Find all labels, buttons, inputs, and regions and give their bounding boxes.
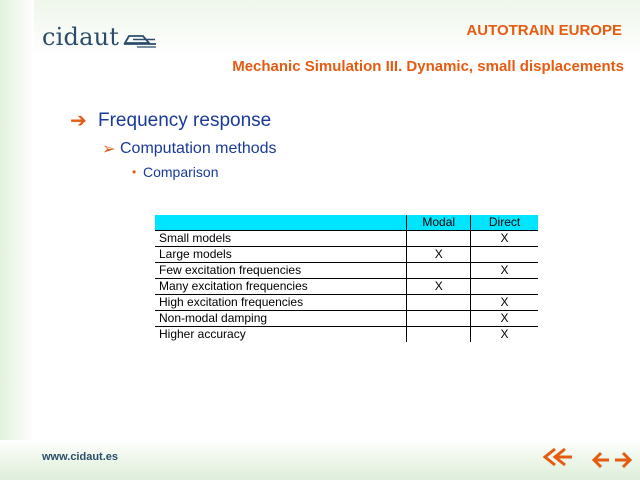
table-header-cell: Modal [407,215,471,231]
footer-url: www.cidaut.es [42,451,119,463]
left-decor-strip [0,0,34,440]
table-cell [471,279,538,295]
table-header-row [155,215,538,231]
table-cell: Large models [155,247,407,263]
table-cell: X [407,247,471,263]
nav-first-button[interactable] [540,446,574,468]
table-row [155,311,538,327]
table-cell [407,263,471,279]
table-cell: X [407,279,471,295]
table-cell [407,295,471,311]
table-row [155,327,538,343]
bullet-level-3 [132,164,218,180]
dot-bullet-icon: • [132,165,137,179]
nav-prev-button[interactable] [590,449,612,471]
table-cell: Many excitation frequencies [155,279,407,295]
table-cell: X [471,263,538,279]
bullet-level-1 [70,110,271,132]
right-arrow-icon [613,451,633,469]
logo-text: cidaut [42,23,120,51]
table-cell: X [471,295,538,311]
table-cell: X [471,311,538,327]
cidaut-logo [42,22,157,52]
nav-next-button[interactable] [612,449,634,471]
table-cell: Few excitation frequencies [155,263,407,279]
table-header-cell: Direct [471,215,538,231]
table-cell: X [471,231,538,247]
car-logo-icon [123,30,157,48]
table-cell [407,311,471,327]
left-arrow-icon [591,451,611,469]
table-cell [407,231,471,247]
bullet-text-computation-methods: Computation methods [120,140,277,157]
double-left-arrow-icon [541,447,573,467]
comparison-table [155,215,538,342]
table-cell: Small models [155,231,407,247]
bullet-level-2 [102,139,277,159]
chevron-right-icon: ➢ [102,141,116,158]
table-row [155,231,538,247]
table-cell: X [471,327,538,343]
table-row [155,279,538,295]
table-cell: High excitation frequencies [155,295,407,311]
bullet-text-frequency-response: Frequency response [98,110,272,131]
bold-arrow-icon: ➔ [70,110,87,132]
table-row [155,247,538,263]
brand-title: AUTOTRAIN EUROPE [466,22,622,39]
table-cell [407,327,471,343]
table-row [155,295,538,311]
table-cell: Higher accuracy [159,327,246,341]
slide-subtitle: Mechanic Simulation III. Dynamic, small displacements [232,58,624,75]
table-cell [471,247,538,263]
table-row [155,263,538,279]
table-cell: Non-modal damping [155,311,407,327]
table-header-cell [155,215,407,231]
bullet-text-comparison: Comparison [143,164,219,180]
